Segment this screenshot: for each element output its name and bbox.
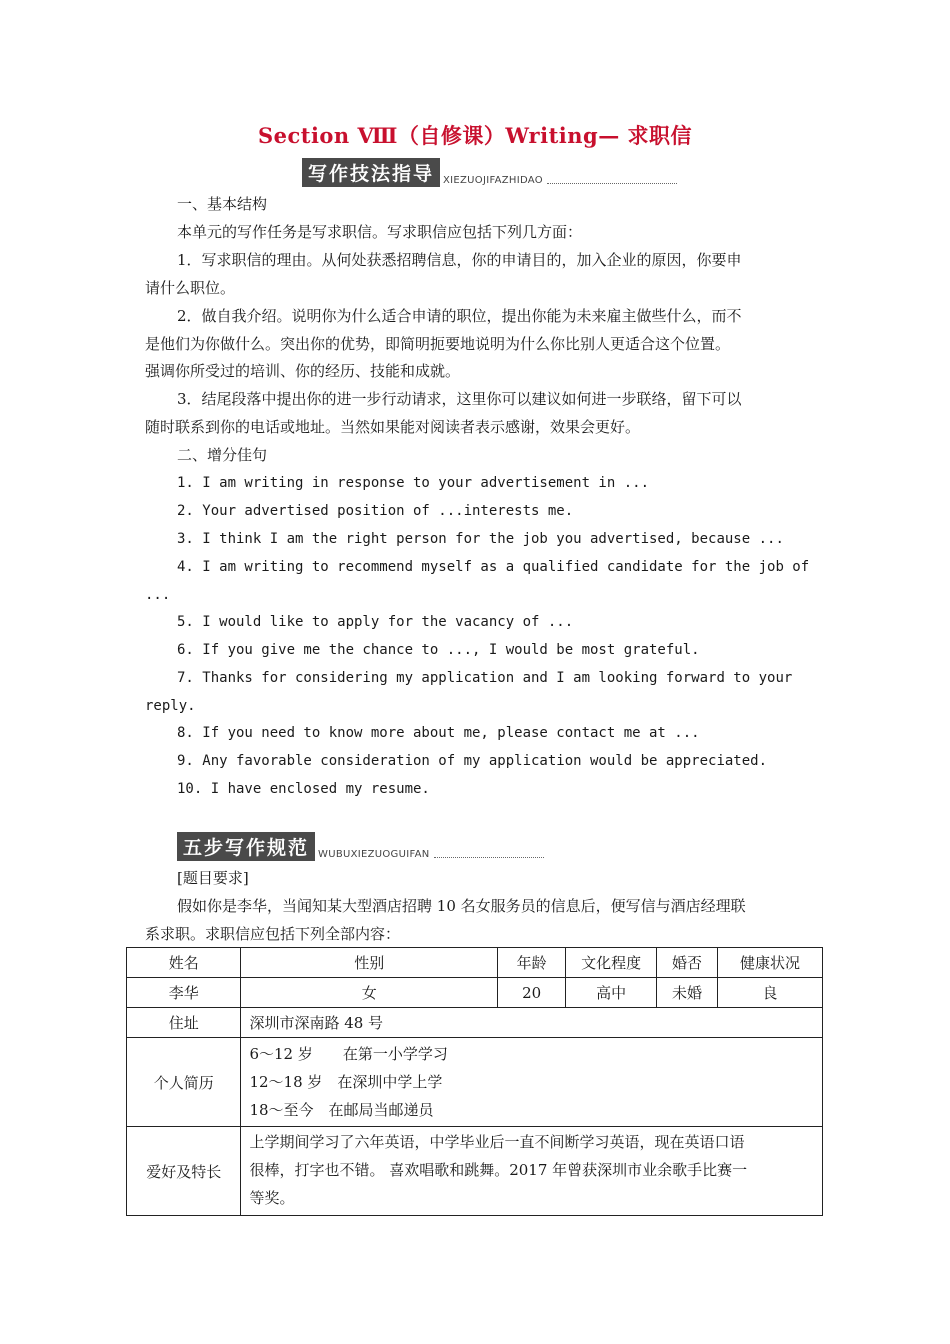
hobby-value bbox=[241, 1127, 823, 1216]
banner-pinyin: WUBUXIEZUOGUIFAN bbox=[318, 849, 430, 860]
sentence-9: 9. Any favorable consideration of my application would be appreciated. bbox=[177, 753, 768, 769]
value-marital: 未婚 bbox=[657, 978, 718, 1008]
resume-line: 6～12 岁 在第一小学学习 bbox=[249, 1045, 448, 1063]
hobby-label: 爱好及特长 bbox=[127, 1127, 241, 1216]
intro-text: 本单元的写作任务是写求职信。写求职信应包括下列几方面： bbox=[177, 223, 583, 241]
task-line-2: 系求职。求职信应包括下列全部内容： bbox=[145, 925, 401, 943]
task-line-1: 假如你是李华，当闻知某大型酒店招聘 10 名女服务员的信息后，便写信与酒店经理联 bbox=[177, 897, 746, 915]
sentence-2: 2. Your advertised position of ...interests me. bbox=[177, 503, 574, 519]
sentence-4-line-1: 4. I am writing to recommend myself as a qualified candidate for the job of bbox=[177, 559, 810, 575]
point-3-line-2: 随时联系到你的电话或地址。当然如果能对阅读者表示感谢，效果会更好。 bbox=[145, 418, 641, 436]
value-education: 高中 bbox=[566, 978, 657, 1008]
sentence-7-line-2: reply. bbox=[145, 698, 196, 714]
point-1-line-2: 请什么职位。 bbox=[145, 279, 236, 297]
value-name: 李华 bbox=[127, 978, 241, 1008]
header-age: 年龄 bbox=[498, 948, 566, 978]
point-3-line-1: 3．结尾段落中提出你的进一步行动请求，这里你可以建议如何进一步联络，留下可以 bbox=[177, 390, 742, 408]
header-health: 健康状况 bbox=[718, 948, 823, 978]
table-values-row bbox=[127, 978, 823, 1008]
banner-label: 写作技法指导 bbox=[302, 158, 440, 187]
banner-dotted-rule bbox=[434, 857, 544, 858]
hobby-line: 上学期间学习了六年英语，中学毕业后一直不间断学习英语，现在英语口语 bbox=[249, 1133, 745, 1151]
banner-pinyin: XIEZUOJIFAZHIDAO bbox=[443, 175, 543, 186]
header-name: 姓名 bbox=[127, 948, 241, 978]
point-1-line-1: 1．写求职信的理由。从何处获悉招聘信息，你的申请目的，加入企业的原因，你要申 bbox=[177, 251, 742, 269]
sentence-5: 5. I would like to apply for the vacancy of ... bbox=[177, 614, 574, 630]
value-health: 良 bbox=[718, 978, 823, 1008]
sentence-3: 3. I think I am the right person for the job you advertised, because ... bbox=[177, 531, 784, 547]
sentence-7-line-1: 7. Thanks for considering my application and I am looking forward to your bbox=[177, 670, 793, 686]
resume-line: 18～至今 在邮局当邮递员 bbox=[249, 1101, 434, 1119]
header-gender: 性别 bbox=[241, 948, 498, 978]
sentence-1: 1. I am writing in response to your advertisement in ... bbox=[177, 475, 650, 491]
banner-dotted-rule bbox=[547, 183, 677, 184]
hobby-line: 很棒，打字也不错。 喜欢唱歌和跳舞。2017 年曾获深圳市业余歌手比赛一 bbox=[249, 1161, 748, 1179]
header-marital: 婚否 bbox=[657, 948, 718, 978]
resume-line: 12～18 岁 在深圳中学上学 bbox=[249, 1073, 443, 1091]
sentence-4-line-2: ... bbox=[145, 587, 171, 603]
sentence-8: 8. If you need to know more about me, please contact me at ... bbox=[177, 725, 700, 741]
point-2-line-1: 2．做自我介绍。说明你为什么适合申请的职位，提出你能为未来雇主做些什么，而不 bbox=[177, 307, 742, 325]
point-2-line-3: 强调你所受过的培训、你的经历、技能和成就。 bbox=[145, 362, 461, 380]
table-hobby-row bbox=[127, 1127, 823, 1216]
header-education: 文化程度 bbox=[566, 948, 657, 978]
address-value: 深圳市深南路 48 号 bbox=[241, 1008, 823, 1038]
banner-label: 五步写作规范 bbox=[177, 832, 315, 861]
sentence-10: 10. I have enclosed my resume. bbox=[177, 781, 430, 797]
heading-sentences: 二、增分佳句 bbox=[177, 446, 268, 464]
point-2-line-2: 是他们为你做什么。突出你的优势，即简明扼要地说明为什么你比别人更适合这个位置。 bbox=[145, 335, 731, 353]
table-header-row bbox=[127, 948, 823, 978]
section-banner-five-steps bbox=[177, 832, 544, 861]
section-banner-writing-skills bbox=[302, 158, 677, 187]
resume-value bbox=[241, 1038, 823, 1127]
applicant-info-table bbox=[126, 947, 823, 1216]
sentence-6: 6. If you give me the chance to ..., I would be most grateful. bbox=[177, 642, 700, 658]
value-gender: 女 bbox=[241, 978, 498, 1008]
heading-structure: 一、基本结构 bbox=[177, 195, 268, 213]
hobby-line: 等奖。 bbox=[249, 1189, 295, 1207]
address-label: 住址 bbox=[127, 1008, 241, 1038]
page-title: Section Ⅷ（自修课）Writing— 求职信 bbox=[257, 123, 693, 148]
resume-label: 个人简历 bbox=[127, 1038, 241, 1127]
task-label: [题目要求] bbox=[177, 869, 249, 887]
table-resume-row bbox=[127, 1038, 823, 1127]
table-address-row bbox=[127, 1008, 823, 1038]
value-age: 20 bbox=[498, 978, 566, 1008]
